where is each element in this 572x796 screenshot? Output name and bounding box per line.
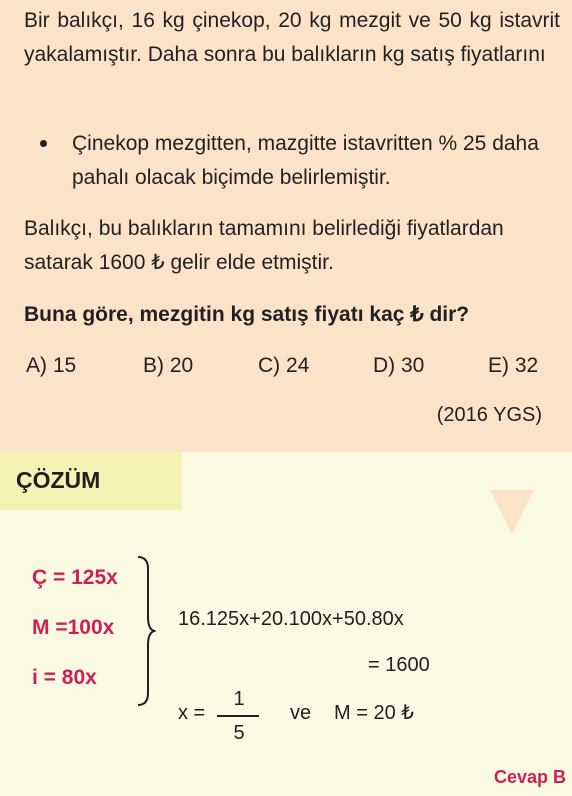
question-paragraph-2: Balıkçı, bu balıkların tamamını belirlediği fiyatlardan satarak 1600 ₺ gelir elde etmiştir. (24, 217, 504, 274)
fraction-bar (217, 715, 259, 717)
choice-a[interactable]: A) 15 (26, 354, 77, 377)
fraction-numerator: 1 (233, 688, 245, 710)
source-label: (2016 YGS) (436, 404, 542, 426)
fraction-denominator: 5 (233, 722, 245, 744)
question-paragraph-1: Bir balıkçı, 16 kg çinekop, 20 kg mezgit ve 50 kg istavrit yakalamıştır. Daha sonra bu balıkların kg satış fiyatlarını (24, 9, 560, 66)
definition-cinekop: Ç = 125x (32, 566, 118, 589)
bullet-text: Çinekop mezgitten, mazgitte istavritten % 25 daha pahalı olacak biçimde belirlemiştir. (72, 132, 539, 189)
curly-brace-icon (132, 555, 156, 707)
question-prompt: Buna göre, mezgitin kg satış fiyatı kaç ₺ dir? (24, 303, 470, 326)
x-label: x = (178, 702, 206, 724)
choice-e[interactable]: E) 32 (488, 354, 539, 377)
solution-title: ÇÖZÜM (16, 467, 101, 493)
choice-d[interactable]: D) 30 (373, 354, 425, 377)
solution-equation: 16.125x+20.100x+50.80x (178, 608, 404, 630)
bullet-icon (40, 140, 47, 147)
choice-c[interactable]: C) 24 (258, 354, 310, 377)
definition-istavrit: i = 80x (32, 666, 97, 689)
and-word: ve (290, 702, 312, 724)
pointer-arrow-icon (490, 490, 534, 534)
choice-b[interactable]: B) 20 (143, 354, 194, 377)
answer-label: Cevap B (493, 767, 566, 787)
mezgit-price-result: M = 20 ₺ (334, 702, 414, 724)
equation-result: = 1600 (368, 654, 430, 676)
definition-mezgit: M =100x (32, 616, 115, 639)
